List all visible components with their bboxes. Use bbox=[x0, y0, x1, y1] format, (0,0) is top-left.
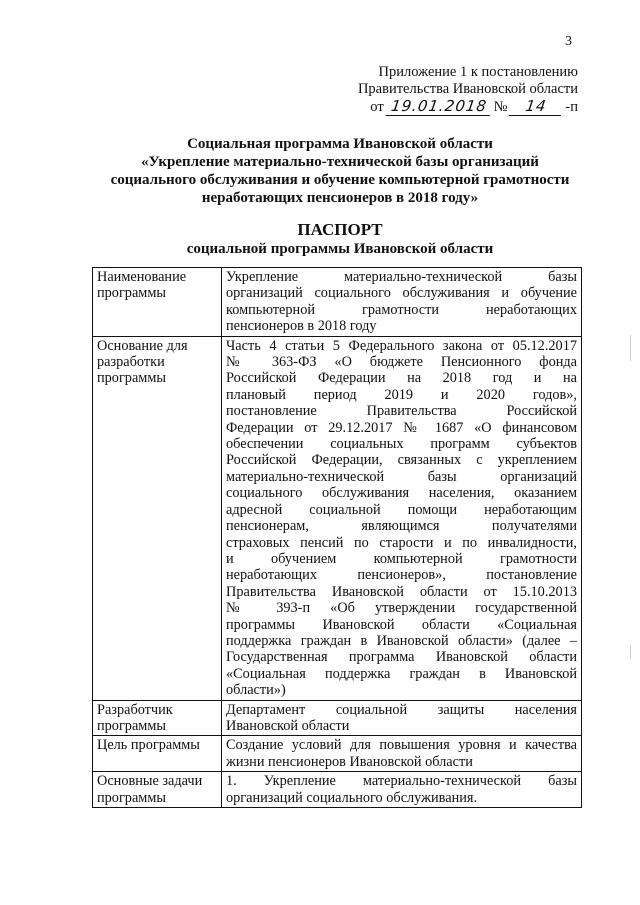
passport-subtitle: социальной программы Ивановской области bbox=[186, 241, 494, 257]
handwritten-date: 19.01.2018 bbox=[385, 98, 491, 116]
row-value-line: компьютерной грамотности неработающих bbox=[226, 301, 577, 318]
row-label-line: программы bbox=[97, 370, 167, 387]
row-value-cell bbox=[222, 772, 582, 808]
row-value-line: Российской Федерации на 2018 год и на bbox=[226, 370, 577, 387]
row-value-line: Ивановской области bbox=[226, 717, 350, 734]
number-suffix: -п bbox=[565, 99, 578, 115]
row-value-line: жизни пенсионеров Ивановской области bbox=[226, 753, 473, 770]
row-label-line: разработки bbox=[97, 354, 165, 371]
row-label-line: Разработчик bbox=[97, 701, 173, 718]
row-value-line: Российской Федерации, связанных с укреплением bbox=[226, 452, 577, 469]
title-line-2: «Укрепление материально-технической базы организаций bbox=[141, 154, 539, 170]
row-value-line: Часть 4 статьи 5 Федерального закона от 05.12.2017 bbox=[226, 337, 577, 354]
page-number: 3 bbox=[565, 34, 572, 49]
row-label-cell bbox=[93, 736, 222, 772]
table-row bbox=[93, 772, 582, 808]
row-label-cell bbox=[93, 268, 222, 337]
number-label: № bbox=[493, 99, 508, 115]
title-line-4: неработающих пенсионеров в 2018 году» bbox=[201, 190, 479, 206]
row-value-line: социального обслуживания населения, оказанием bbox=[226, 485, 577, 502]
row-label-line: программы bbox=[97, 789, 167, 806]
row-value-line: № 393-п «Об утверждении государственной bbox=[226, 600, 577, 617]
row-value-line: плановый период 2019 и 2020 годов», bbox=[226, 386, 577, 403]
scan-artifact-mark bbox=[630, 335, 631, 361]
row-value-line: обеспечении социальных программ субъектов bbox=[226, 436, 577, 453]
row-value-cell bbox=[222, 700, 582, 736]
program-title bbox=[60, 135, 620, 207]
row-value-cell bbox=[222, 336, 582, 700]
row-label-cell bbox=[93, 700, 222, 736]
title-line-1: Социальная программа Ивановской области bbox=[187, 136, 493, 152]
row-value-line: поддержка граждан в Ивановской области» (далее – bbox=[226, 632, 577, 649]
table-row bbox=[93, 336, 582, 700]
row-value-line: организаций социального обслуживания. bbox=[226, 789, 478, 806]
title-line-3: социального обслуживания и обучение компьютерной грамотности bbox=[110, 172, 570, 188]
appendix-header bbox=[278, 64, 578, 116]
row-value-line: страховых пенсий по старости и по инвалидности, bbox=[226, 534, 577, 551]
row-label-cell bbox=[93, 772, 222, 808]
row-value-line: пенсионеров в 2018 году bbox=[226, 318, 377, 335]
appendix-line-2: Правительства Ивановской области bbox=[357, 81, 578, 97]
row-value-line: Укрепление материально-технической базы bbox=[226, 269, 577, 285]
row-value-cell bbox=[222, 268, 582, 337]
row-value-line: организаций социального обслуживания и обучение bbox=[226, 285, 577, 302]
row-label-cell bbox=[93, 336, 222, 700]
row-value-line: неработающих пенсионеров», постановление bbox=[226, 567, 577, 584]
scan-artifact-mark bbox=[630, 645, 631, 659]
row-value-line: 1. Укрепление материально-технической базы bbox=[226, 773, 577, 790]
handwritten-number: 14 bbox=[509, 98, 564, 116]
row-value-line: Департамент социальной защиты населения bbox=[226, 701, 577, 718]
row-value-cell bbox=[222, 736, 582, 772]
row-value-line: № 363-ФЗ «О бюджете Пенсионного фонда bbox=[226, 354, 577, 371]
passport-title: ПАСПОРТ bbox=[297, 220, 383, 239]
row-value-line: области») bbox=[226, 682, 286, 699]
row-value-line: Правительства Ивановской области от 15.10.2013 bbox=[226, 583, 577, 600]
row-value-line: Государственная программа Ивановской области bbox=[226, 649, 577, 666]
row-label-line: Наименование bbox=[97, 269, 187, 285]
row-label-line: Цель программы bbox=[97, 737, 200, 754]
row-value-line: пенсионерам, являющимся получателями bbox=[226, 518, 577, 535]
passport-table bbox=[92, 267, 582, 808]
row-value-line: постановление Правительства Российской bbox=[226, 403, 577, 420]
row-label-line: программы bbox=[97, 717, 167, 734]
row-value-line: «Социальная поддержка граждан в Ивановской bbox=[226, 665, 577, 682]
row-value-line: программы Ивановской области «Социальная bbox=[226, 616, 577, 633]
table-row bbox=[93, 268, 582, 337]
row-value-line: и обучением компьютерной грамотности bbox=[226, 550, 577, 567]
row-label-line: Основные задачи bbox=[97, 773, 203, 790]
row-value-line: адресной социальной помощи неработающим bbox=[226, 501, 577, 518]
appendix-date-number-line bbox=[278, 98, 578, 116]
row-value-line: Федерации от 29.12.2017 № 1687 «О финансовом bbox=[226, 419, 577, 436]
table-row bbox=[93, 700, 582, 736]
row-value-line: Создание условий для повышения уровня и качества bbox=[226, 737, 577, 754]
row-label-line: программы bbox=[97, 285, 167, 302]
passport-heading bbox=[60, 220, 620, 258]
row-label-line: Основание для bbox=[97, 337, 188, 354]
from-label: от bbox=[370, 99, 384, 115]
table-row bbox=[93, 736, 582, 772]
appendix-line-1: Приложение 1 к постановлению bbox=[378, 64, 578, 80]
row-value-line: материально-технической базы организаций bbox=[226, 468, 577, 485]
